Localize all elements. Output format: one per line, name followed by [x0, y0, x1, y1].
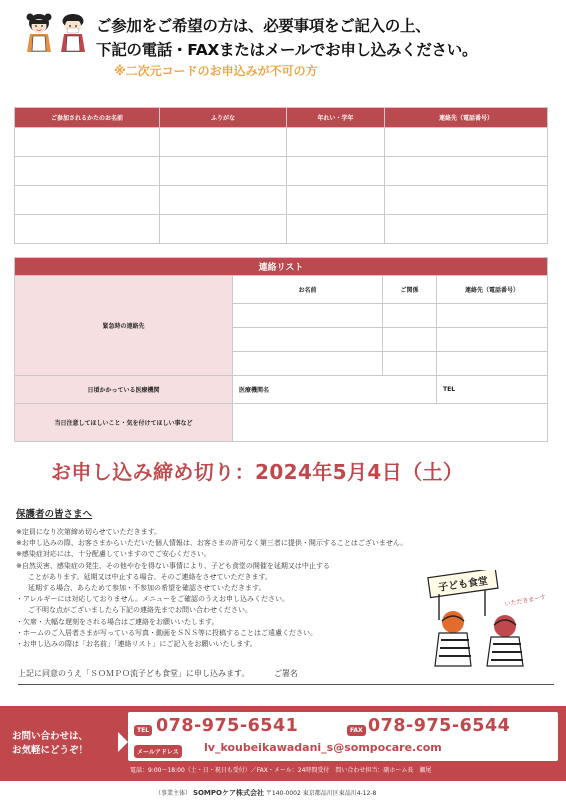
age-cell[interactable]	[287, 157, 385, 186]
relationship-cell[interactable]	[383, 328, 437, 352]
table-row	[15, 128, 548, 157]
company-info	[155, 788, 376, 798]
phone-cell[interactable]	[385, 157, 548, 186]
company-name: SOMPOケア株式会社	[192, 789, 264, 797]
name-cell[interactable]	[15, 186, 160, 215]
phone-cell[interactable]	[385, 128, 548, 157]
furigana-cell[interactable]	[160, 186, 287, 215]
contact-name-cell[interactable]	[233, 304, 383, 328]
note-item: ・アレルギーには対応しておりません。メニューをご確認のうえお申し込みください。	[16, 595, 289, 604]
note-item: ・欠席・大幅な遅刻をされる場合はご連絡をお願いいたします。	[16, 617, 219, 626]
contact-list-title: 連絡リスト	[15, 258, 548, 276]
phone-cell[interactable]	[385, 215, 548, 244]
qr-unavailable-note: ※二次元コードのお申込みが不可の方	[114, 64, 318, 78]
furigana-cell[interactable]	[160, 157, 287, 186]
furigana-cell[interactable]	[160, 215, 287, 244]
column-header-phone: 連絡先（電話番号）	[385, 108, 548, 128]
column-header-furigana: ふりがな	[160, 108, 287, 128]
age-cell[interactable]	[287, 215, 385, 244]
clinic-label: 日頃かかっている医療機関	[15, 376, 233, 404]
fax-badge: FAX	[347, 725, 366, 736]
note-item: ・お申し込みの際は「お名前」「連絡リスト」にご記入をお願いいたします。	[16, 640, 257, 649]
note-item: ※感染症対応には、十分配慮していますのでご安心ください。	[16, 550, 211, 559]
furigana-cell[interactable]	[160, 128, 287, 157]
column-header-contact-name: お名前	[233, 276, 383, 304]
boy-illustration	[58, 12, 88, 54]
note-item: 延期する場合、あらためて参加・不参加の希望を確認させていただきます。	[28, 584, 266, 593]
table-row	[15, 186, 548, 215]
header-line-2: 下記の電話・FAXまたはメールでお申し込みください。	[96, 41, 478, 59]
special-notes-label: 当日注意してほしいこと・気を付けてほしい事など	[15, 404, 233, 442]
phone-cell[interactable]	[385, 186, 548, 215]
age-cell[interactable]	[287, 128, 385, 157]
column-header-age: 年れい・学年	[287, 108, 385, 128]
inquiry-message	[12, 730, 88, 758]
special-notes-field[interactable]	[233, 404, 548, 442]
participants-header-row	[15, 108, 548, 128]
name-cell[interactable]	[15, 128, 160, 157]
agreement-statement	[18, 668, 298, 679]
clinic-name-label: 医療機関名	[239, 387, 270, 394]
signature-line[interactable]	[18, 684, 554, 685]
clinic-tel-label: TEL	[443, 386, 456, 393]
relationship-cell[interactable]	[383, 304, 437, 328]
girl-illustration	[24, 12, 54, 54]
contact-phone-cell[interactable]	[437, 352, 548, 376]
application-deadline: お申し込み締め切り：2024年5月4日（土）	[51, 460, 464, 484]
name-cell[interactable]	[15, 157, 160, 186]
inquiry-line-1: お問い合わせは、	[12, 731, 89, 742]
reception-hours: 電話：9:00～18:00（土・日・祝日も受付）／FAX・メール：24時間受付 問い合わせ担当：副ホーム長 瀬尾	[130, 767, 432, 774]
note-item: ※お申し込みの際、お客さまからいただいた個人情報は、お客さまの許可なく第三者に提供・開示することはございません。	[16, 539, 408, 548]
header-line-1: ご参加をご希望の方は、必要事項をご記入の上、	[96, 17, 431, 35]
note-item: ご不明な点がございましたら下記の連絡先までお問い合わせください。	[28, 606, 252, 615]
clinic-tel-field[interactable]	[437, 376, 548, 404]
guardians-section-title: 保護者の皆さまへ	[16, 509, 93, 520]
kids-cafeteria-illustration	[415, 570, 555, 670]
note-item: ※定員になり次第締め切らせていただきます。	[16, 528, 162, 536]
arrow-right-icon	[118, 732, 128, 752]
inquiry-line-2: お気軽にどうぞ！	[12, 745, 89, 756]
name-cell[interactable]	[15, 215, 160, 244]
company-label: （事業主体）	[155, 790, 192, 797]
agreement-text: 上記に同意のうえ「ＳＯＭＰＯ流子ども食堂」に申し込みます。	[18, 669, 250, 678]
contact-name-cell[interactable]	[233, 352, 383, 376]
mail-badge: メールアドレス	[134, 745, 182, 758]
contact-list-table	[14, 257, 548, 442]
tel-badge: TEL	[134, 725, 152, 736]
clinic-name-field[interactable]	[233, 376, 437, 404]
table-row	[15, 157, 548, 186]
note-item: ・ホームのご入居者さまが写っている写真・動画をＳＮＳ等に投稿することはご遠慮ください。	[16, 628, 317, 637]
note-item: ことがあります。延期又は中止する場合、そのご連絡をさせていただきます。	[28, 572, 272, 581]
age-cell[interactable]	[287, 186, 385, 215]
email-link[interactable]: lv_koubeikawadani_s@sompocare.com	[204, 741, 442, 754]
contact-name-cell[interactable]	[233, 328, 383, 352]
relationship-cell[interactable]	[383, 352, 437, 376]
fax-number: 078-975-6544	[368, 716, 511, 736]
column-header-contact-phone: 連絡先（電話番号）	[437, 276, 548, 304]
emergency-contact-label: 緊急時の連絡先	[15, 276, 233, 376]
tel-number-link[interactable]: 078-975-6541	[156, 716, 299, 736]
illustration-speech-text: いただきまーす	[504, 593, 547, 608]
table-row	[15, 215, 548, 244]
contact-phone-cell[interactable]	[437, 328, 548, 352]
participants-table	[14, 107, 548, 244]
contact-phone-cell[interactable]	[437, 304, 548, 328]
column-header-name: ご参加されるかたのお名前	[15, 108, 160, 128]
signature-label: ご署名	[273, 669, 298, 678]
company-address: 〒140-0002 東京都品川区東品川4-12-8	[265, 790, 377, 797]
illustration-sign-text: 子ども食堂	[437, 575, 489, 594]
note-item: ※自然災害、感染症の発生、その他やむを得ない事情により、子ども食堂の開催を延期又は中止する	[16, 561, 330, 570]
column-header-relationship: ご関係	[383, 276, 437, 304]
